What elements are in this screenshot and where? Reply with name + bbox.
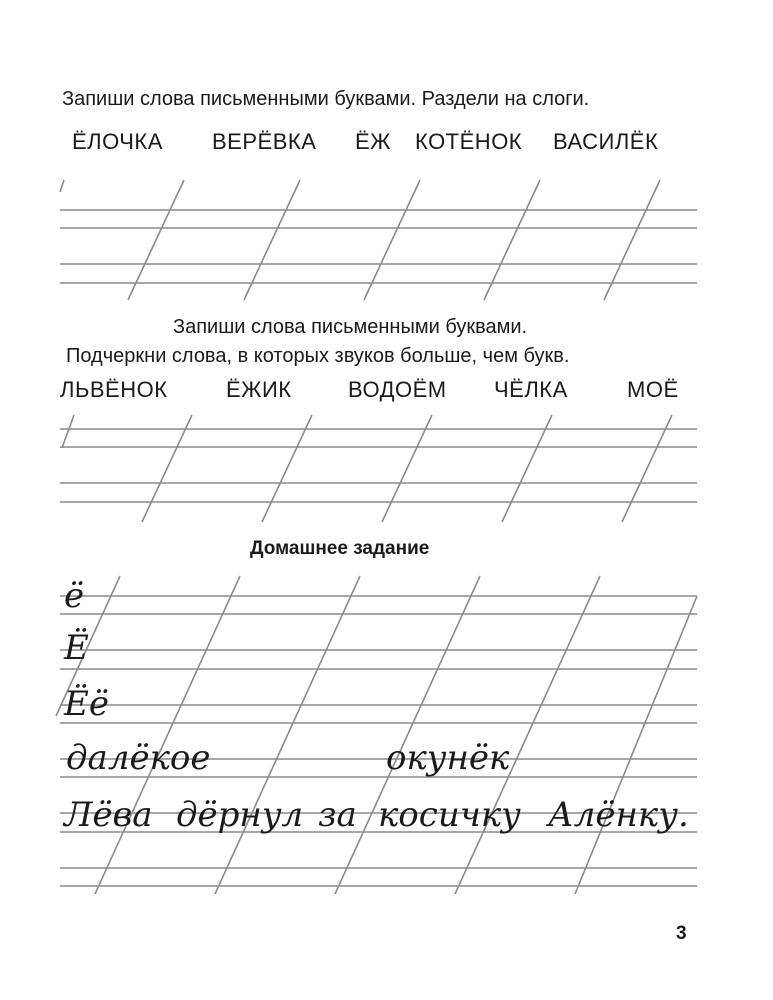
- page-number: 3: [676, 923, 687, 944]
- task2-instruction-line2: Подчеркни слова, в которых звуков больше, чем букв.: [66, 345, 570, 367]
- task1-word-1: ЁЛОЧКА: [72, 129, 163, 154]
- script-sentence-word-3: за: [318, 795, 357, 835]
- script-letter-upper: Ё: [64, 628, 89, 668]
- script-word-2: окунёк: [386, 738, 510, 778]
- script-word-1: далёкое: [66, 738, 211, 778]
- task1-word-2: ВЕРЁВКА: [212, 129, 317, 154]
- task1-word-5: ВАСИЛЁК: [553, 129, 659, 154]
- task2-word-2: ЁЖИК: [226, 377, 292, 402]
- homework-title: Домашнее задание: [250, 538, 430, 559]
- task2-word-5: МОЁ: [627, 377, 679, 402]
- script-letter-pair: Ёё: [64, 684, 109, 724]
- script-sentence-word-5: Алёнку.: [548, 795, 689, 835]
- script-sentence-word-4: косичку: [378, 795, 521, 835]
- script-sentence-word-1: Лёва: [64, 795, 153, 835]
- task2-word-3: ВОДОЁМ: [348, 377, 447, 402]
- script-letter-lower: ё: [64, 576, 85, 616]
- task1-word-4: КОТЁНОК: [415, 129, 523, 154]
- task1-word-3: ЁЖ: [355, 129, 391, 154]
- task1-instruction: Запиши слова письменными буквами. Раздели на слоги.: [62, 88, 590, 110]
- task2-word-4: ЧЁЛКА: [494, 377, 568, 402]
- task2-word-1: ЛЬВЁНОК: [60, 377, 168, 402]
- task2-instruction-line1: Запиши слова письменными буквами.: [173, 316, 528, 338]
- script-sentence-word-2: дёрнул: [176, 795, 304, 835]
